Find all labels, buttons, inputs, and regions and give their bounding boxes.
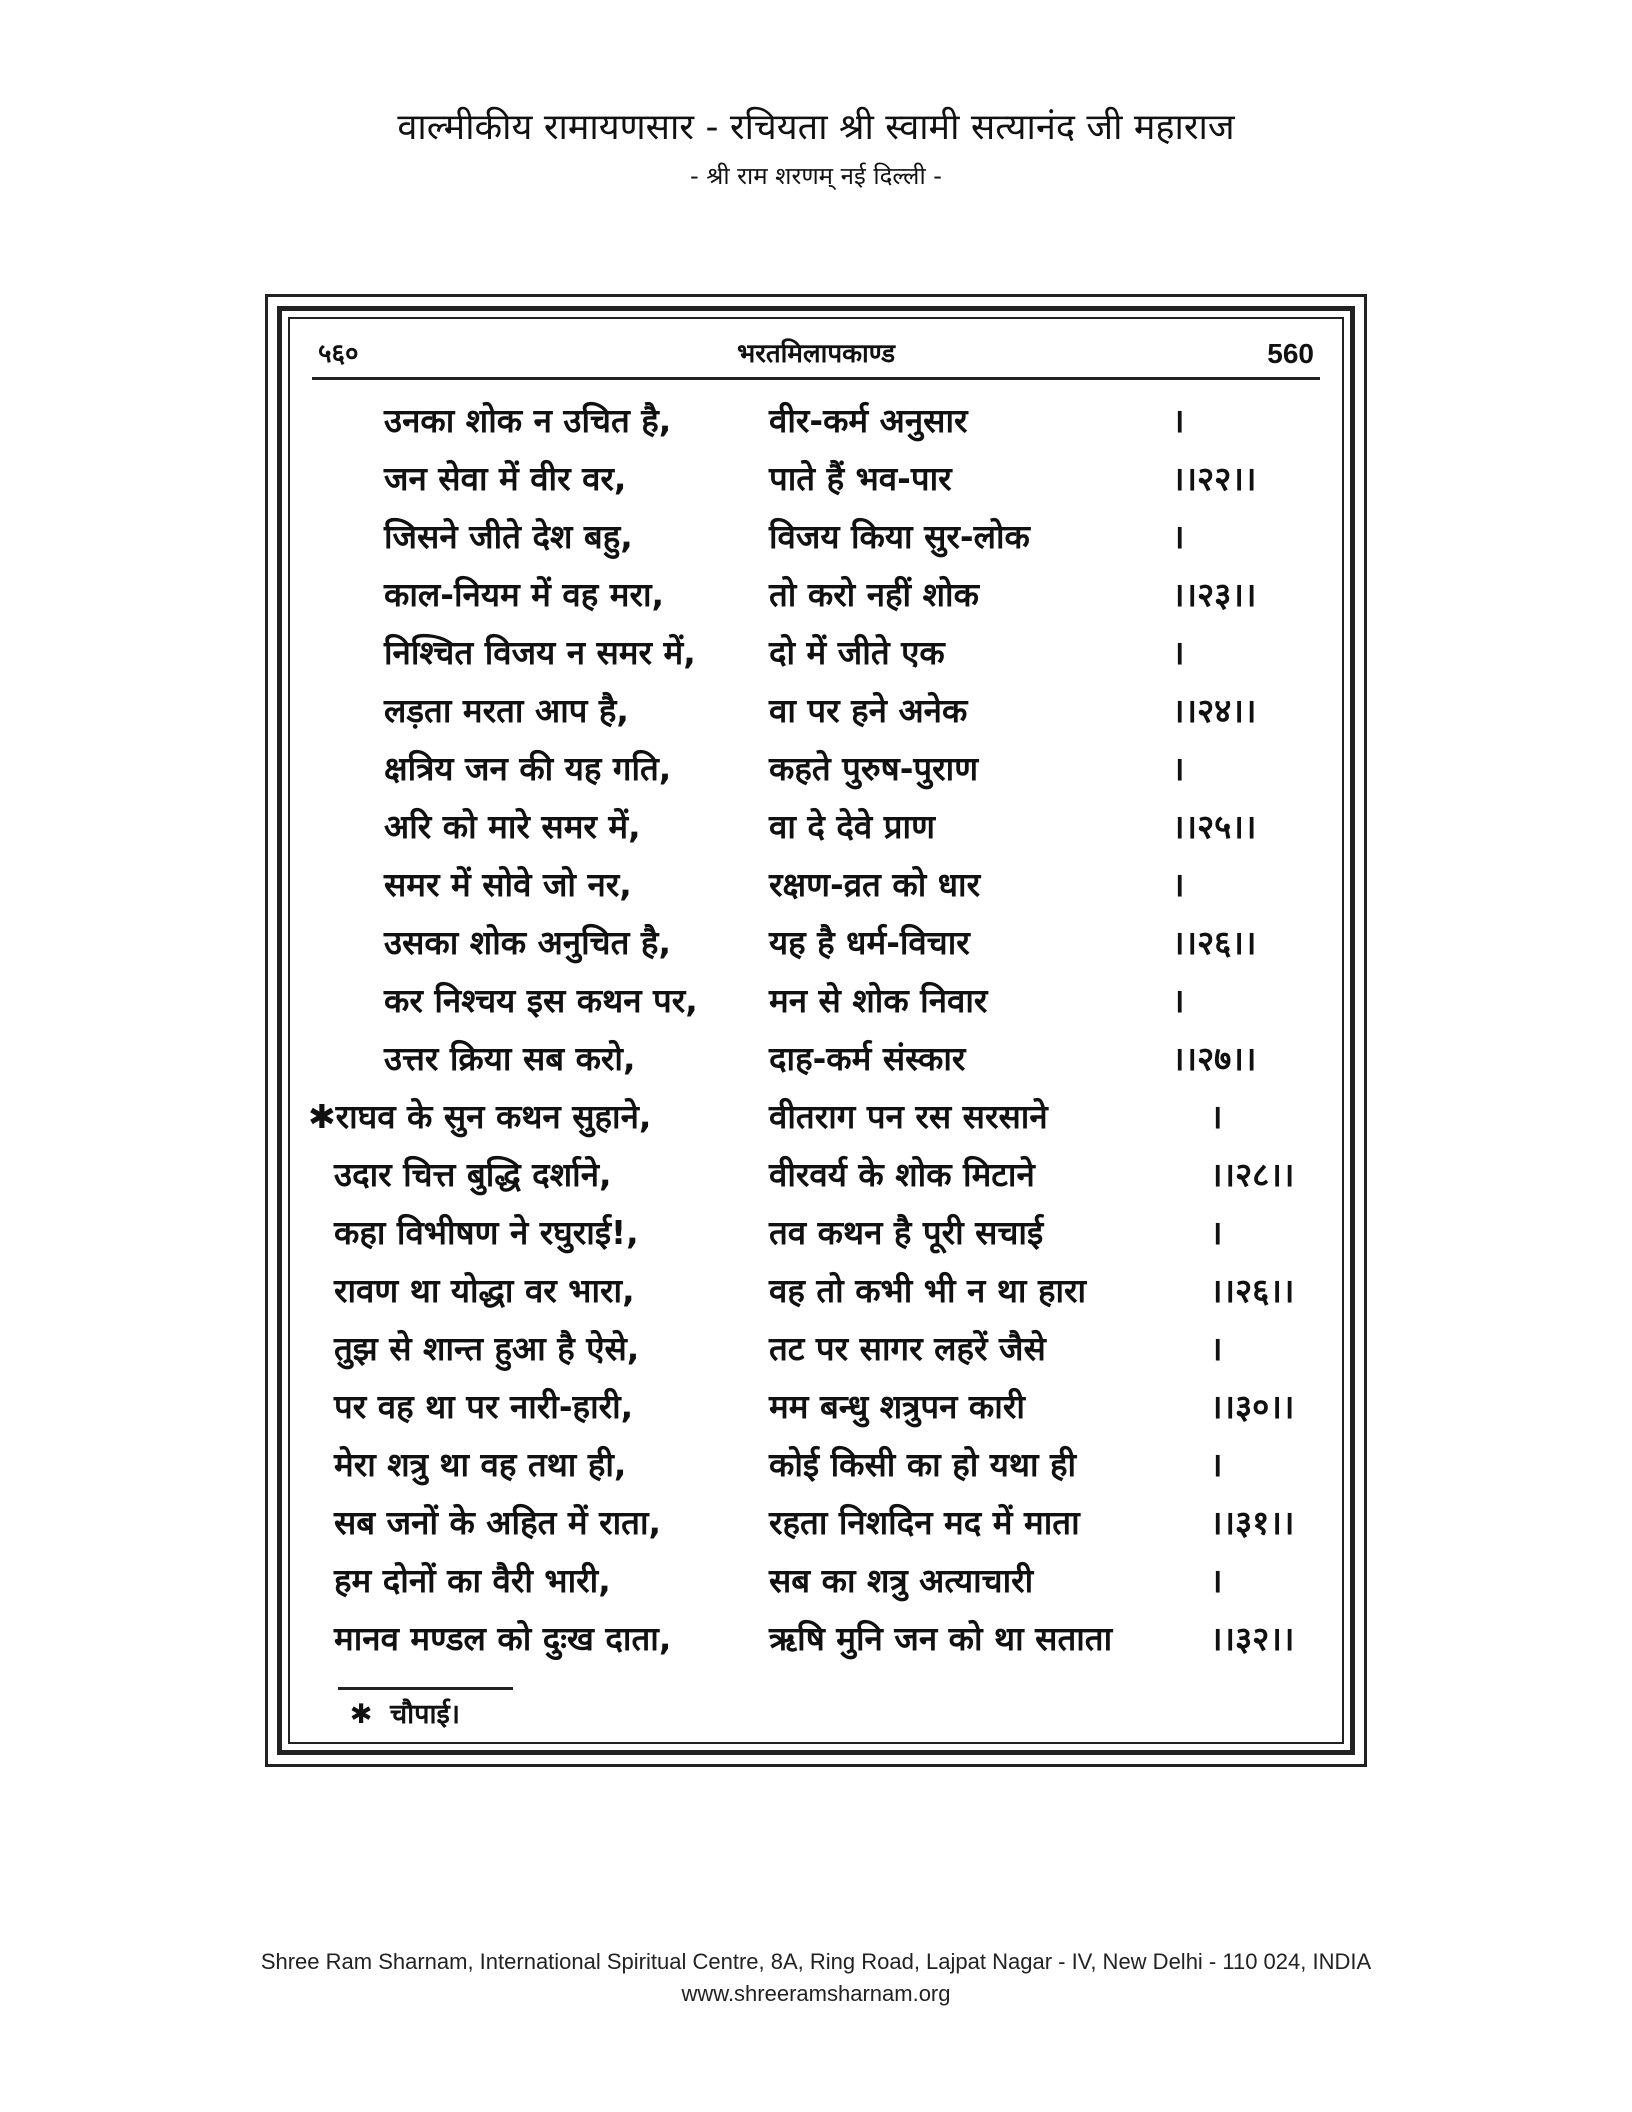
- verse-first-half: लड़ता मरता आप है,: [384, 691, 629, 730]
- verse-marker: ।: [1210, 1445, 1223, 1484]
- verse-first-half: समर में सोवे जो नर,: [384, 865, 632, 904]
- verse-second-half: ऋषि मुनि जन को था सताता: [769, 1619, 1113, 1658]
- verse-second-half: रक्षण-व्रत को धार: [769, 865, 981, 904]
- verse-marker: ।।२४।।: [1172, 691, 1257, 730]
- verse-marker: ।।२८।।: [1210, 1155, 1295, 1194]
- verse-second-half: मन से शोक निवार: [769, 981, 988, 1020]
- verse-second-half: कोई किसी का हो यथा ही: [769, 1445, 1077, 1484]
- verse-marker: ।: [1172, 517, 1185, 556]
- verse-second-half: वीरवर्य के शोक मिटाने: [769, 1155, 1035, 1194]
- verse-marker: ।: [1172, 401, 1185, 440]
- verse-marker: ।: [1172, 981, 1185, 1020]
- verse-first-half: उदार चित्त बुद्धि दर्शाने,: [334, 1155, 612, 1194]
- verse-marker: ।: [1172, 749, 1185, 788]
- footer-website: www.shreeramsharnam.org: [681, 1981, 951, 2006]
- verse-first-half: रावण था योद्धा वर भारा,: [334, 1271, 635, 1310]
- verse-first-half: मेरा शत्रु था वह तथा ही,: [334, 1445, 627, 1484]
- verse-marker: ।: [1210, 1561, 1223, 1600]
- verse-first-half: कहा विभीषण ने रघुराई!,: [334, 1213, 639, 1252]
- verse-first-half: जिसने जीते देश बहु,: [384, 517, 633, 556]
- verse-second-half: दो में जीते एक: [769, 633, 945, 672]
- document-subtitle: - श्री राम शरणम् नई दिल्ली -: [690, 162, 942, 190]
- verse-second-half: वा पर हने अनेक: [769, 691, 968, 730]
- footnote: [346, 1693, 460, 1737]
- verse-first-half: उत्तर क्रिया सब करो,: [384, 1039, 636, 1078]
- verse-second-half: वह तो कभी भी न था हारा: [769, 1271, 1087, 1310]
- verse-second-half: दाह-कर्म संस्कार: [769, 1039, 966, 1078]
- verse-marker: ।: [1210, 1097, 1223, 1136]
- verse-second-half: मम बन्धु शत्रुपन कारी: [769, 1387, 1025, 1426]
- document-title: वाल्मीकीय रामायणसार - रचियता श्री स्वामी सत्यानंद जी महाराज: [397, 107, 1235, 148]
- verse-second-half: वीर-कर्म अनुसार: [769, 401, 968, 440]
- verse-first-half: जन सेवा में वीर वर,: [384, 459, 627, 498]
- verse-marker: ।।३२।।: [1210, 1619, 1295, 1658]
- verse-marker: ।।३१।।: [1210, 1503, 1295, 1542]
- asterisk-icon: ✱: [349, 1699, 373, 1730]
- verse-second-half: वा दे देवे प्राण: [769, 807, 935, 846]
- verse-second-half: तो करो नहीं शोक: [769, 575, 979, 614]
- verse-first-half: सब जनों के अहित में राता,: [334, 1503, 662, 1542]
- page-frame-inner-line: [288, 317, 1344, 1744]
- verse-second-half: पाते हैं भव-पार: [769, 459, 952, 498]
- document-header: [0, 104, 1632, 196]
- verse-second-half: वीतराग पन रस सरसाने: [769, 1097, 1048, 1136]
- verse-first-half: उनका शोक न उचित है,: [384, 401, 672, 440]
- verse-first-half: क्षत्रिय जन की यह गति,: [384, 749, 672, 788]
- verse-marker: ।।२७।।: [1172, 1039, 1257, 1078]
- page-number: 560: [1267, 338, 1314, 369]
- verse-first-half: तुझ से शान्त हुआ है ऐसे,: [334, 1329, 640, 1368]
- verse-second-half: तव कथन है पूरी सचाई: [769, 1213, 1044, 1252]
- verse-first-half: अरि को मारे समर में,: [384, 807, 641, 846]
- verse-marker: ।।२३।।: [1172, 575, 1257, 614]
- verse-marker: ।: [1172, 865, 1185, 904]
- verse-first-half: कर निश्चय इस कथन पर,: [384, 981, 698, 1020]
- verse-marker: ।।२६।।: [1210, 1271, 1295, 1310]
- verse-first-half: हम दोनों का वैरी भारी,: [334, 1561, 611, 1600]
- verse-second-half: रहता निशदिन मद में माता: [769, 1503, 1080, 1542]
- verse-marker: ।: [1210, 1329, 1223, 1368]
- verse-marker: ।: [1172, 633, 1185, 672]
- verse-second-half: यह है धर्म-विचार: [769, 923, 970, 962]
- page-number-hindi: ५६०: [318, 339, 359, 369]
- verse-first-half: उसका शोक अनुचित है,: [384, 923, 671, 962]
- verse-first-half: मानव मण्डल को दुःख दाता,: [334, 1619, 672, 1658]
- verse-second-half: सब का शत्रु अत्याचारी: [769, 1561, 1034, 1600]
- verse-first-half: काल-नियम में वह मरा,: [384, 575, 665, 614]
- page-frame-inner: [277, 306, 1355, 1755]
- footnote-rule: [338, 1687, 513, 1690]
- verse-first-half: ✱राघव के सुन कथन सुहाने,: [308, 1097, 652, 1136]
- section-title: भरतमिलापकाण्ड: [736, 339, 896, 369]
- verse-marker: ।।२६।।: [1172, 923, 1257, 962]
- verse-second-half: विजय किया सुर-लोक: [769, 517, 1030, 556]
- verse-first-half: पर वह था पर नारी-हारी,: [334, 1387, 634, 1426]
- document-footer: [0, 1946, 1632, 2010]
- footer-address: Shree Ram Sharnam, International Spiritual Centre, 8A, Ring Road, Lajpat Nagar - IV, New Delhi - 110 024, INDIA: [260, 1949, 1372, 1974]
- verse-first-half: निश्चित विजय न समर में,: [384, 633, 696, 672]
- verse-marker: ।।३०।।: [1210, 1387, 1295, 1426]
- page-frame: [265, 294, 1367, 1767]
- page-heading: [312, 333, 1320, 375]
- verse-marker: ।: [1210, 1213, 1223, 1252]
- verse-second-half: कहते पुरुष-पुराण: [769, 749, 979, 788]
- verse-second-half: तट पर सागर लहरें जैसे: [769, 1329, 1046, 1368]
- heading-rule: [312, 377, 1320, 380]
- footnote-text: चौपाई।: [390, 1699, 460, 1730]
- verse-marker: ।।२२।।: [1172, 459, 1257, 498]
- verse-marker: ।।२५।।: [1172, 807, 1257, 846]
